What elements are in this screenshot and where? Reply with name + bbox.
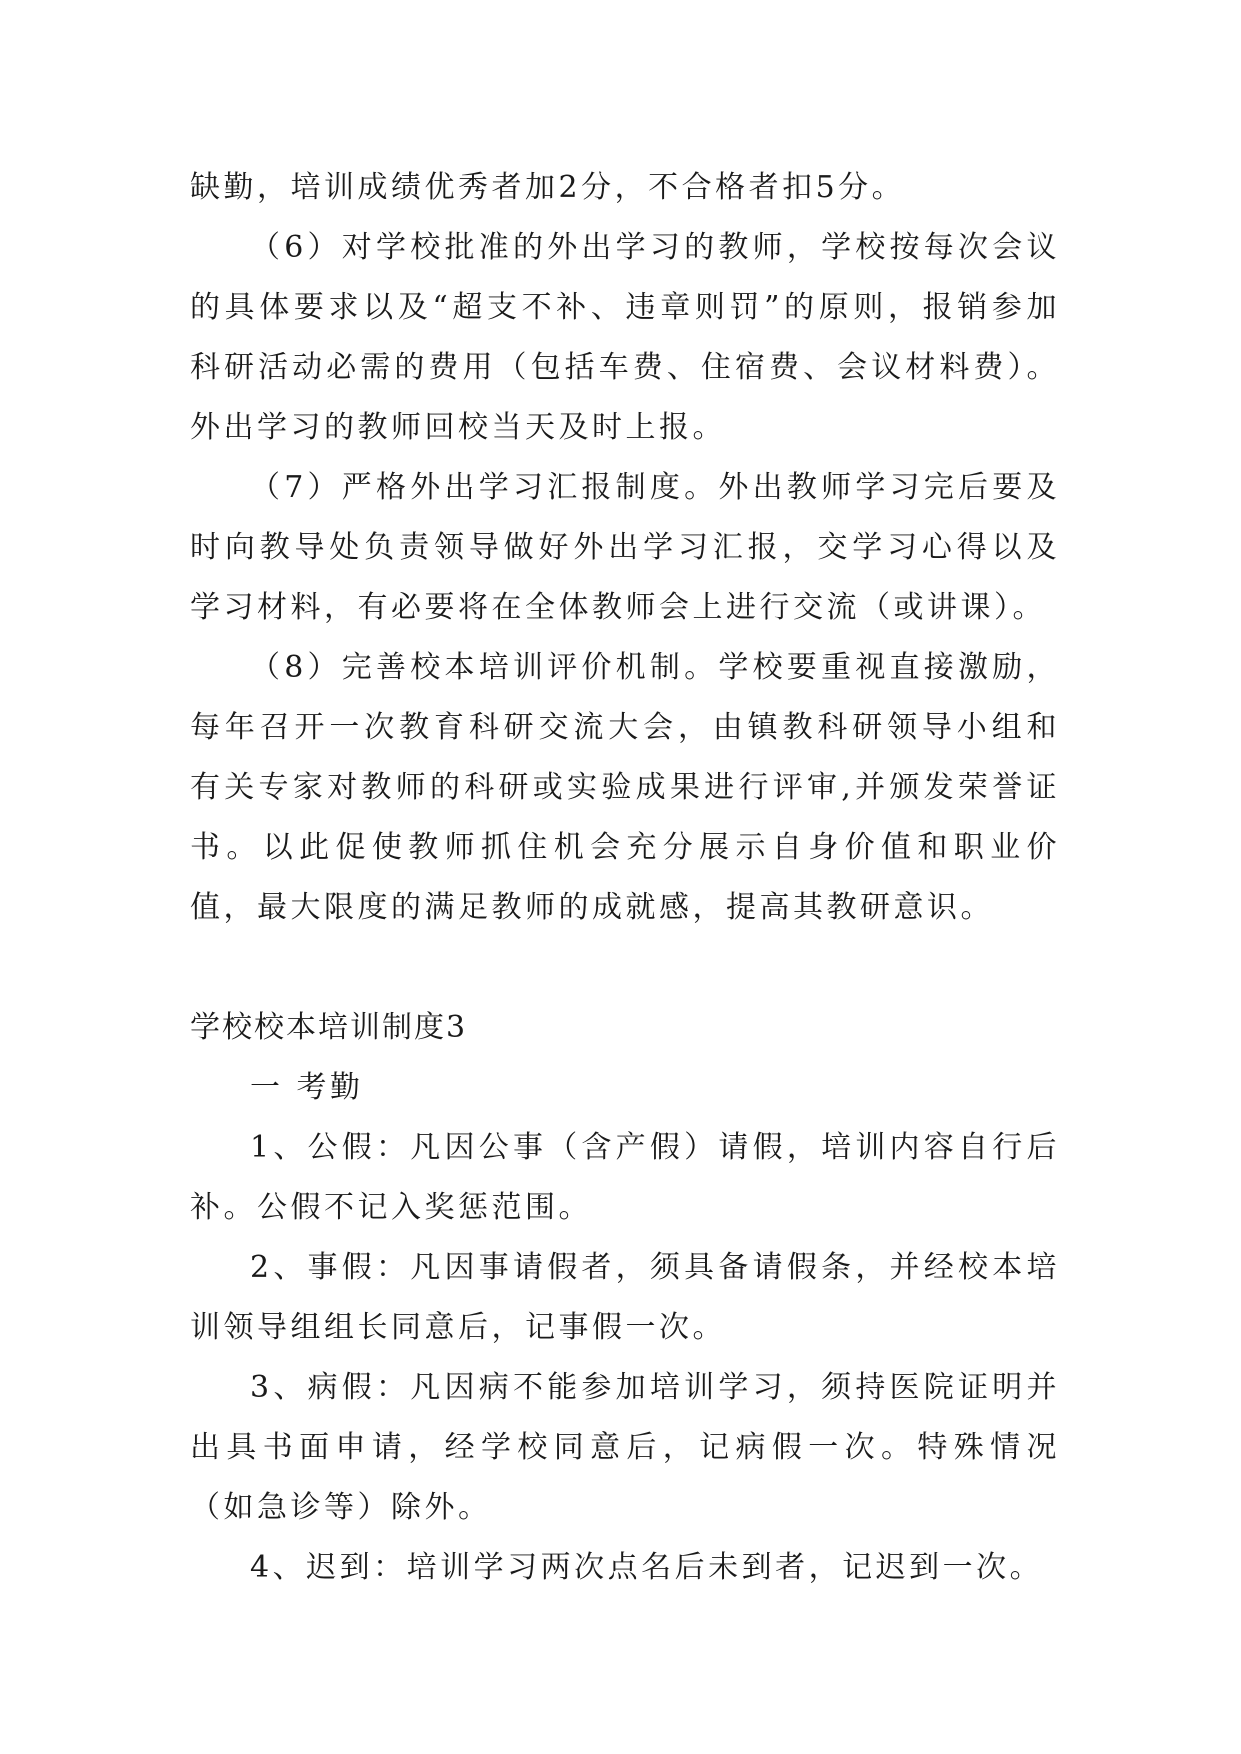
paragraph-item-8: （8）完善校本培训评价机制。学校要重视直接激励，每年召开一次教育科研交流大会，由镇教科研领导小组和有关专家对教师的科研或实验成果进行评审,并颁发荣誉证书。以此促使教师抓住机会充分展示自身价值和职业价值，最大限度的满足教师的成就感，提高其教研意识。 bbox=[190, 650, 1060, 925]
paragraph-item-7: （7）严格外出学习汇报制度。外出教师学习完后要及时向教导处负责领导做好外出学习汇报，交学习心得以及学习材料，有必要将在全体教师会上进行交流（或讲课）。 bbox=[190, 470, 1060, 625]
paragraph-item-6: （6）对学校批准的外出学习的教师，学校按每次会议的具体要求以及“超支不补、违章则罚”的原则，报销参加科研活动必需的费用（包括车费、住宿费、会议材料费）。外出学习的教师回校当天及时上报。 bbox=[190, 230, 1060, 445]
subsection-title: 一 考勤 bbox=[250, 1070, 364, 1105]
paragraph-late: 4、迟到：培训学习两次点名后未到者，记迟到一次。 bbox=[250, 1550, 1044, 1585]
paragraph-continuation: 缺勤，培训成绩优秀者加2分，不合格者扣5分。 bbox=[190, 170, 906, 205]
paragraph-sick-leave: 3、病假：凡因病不能参加培训学习，须持医院证明并出具书面申请，经学校同意后，记病假一次。特殊情况（如急诊等）除外。 bbox=[190, 1370, 1060, 1525]
section-title: 学校校本培训制度3 bbox=[190, 1010, 468, 1045]
paragraph-personal-leave: 2、事假：凡因事请假者，须具备请假条，并经校本培训领导组组长同意后，记事假一次。 bbox=[190, 1250, 1060, 1345]
paragraph-public-leave: 1、公假：凡因公事（含产假）请假，培训内容自行后补。公假不记入奖惩范围。 bbox=[190, 1130, 1060, 1225]
document-body bbox=[190, 158, 1060, 1598]
